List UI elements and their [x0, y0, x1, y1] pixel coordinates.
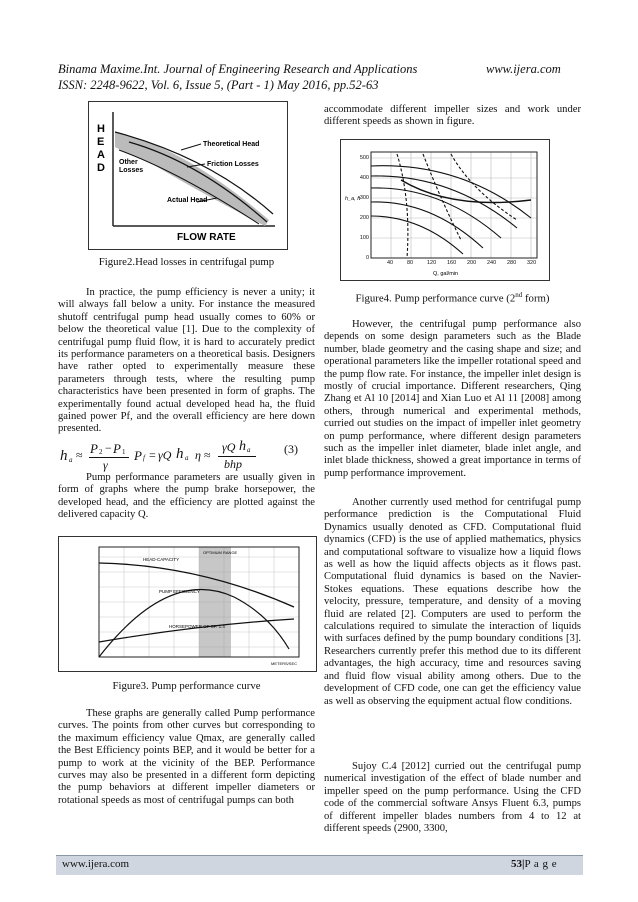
label-friction-losses: Friction Losses — [207, 161, 259, 168]
fig4-xtick: 40 — [387, 260, 394, 266]
eq-sub-f: f — [143, 454, 145, 462]
eq-p2: P — [90, 441, 98, 456]
figure-3-graphic — [59, 537, 316, 671]
fig4-ytick: 500 — [359, 155, 369, 161]
fig4-xtick: 200 — [467, 260, 477, 266]
axis-letter-d: D — [97, 162, 105, 174]
equation-3 — [58, 439, 315, 472]
eq-bhp: bhp — [224, 457, 242, 471]
fig4-xlabel: Q, gal/min — [433, 271, 459, 277]
eq-gamma-q-2: γQ — [222, 440, 236, 454]
figure-4-caption: Figure4. Pump performance curve (2nd form) — [355, 291, 550, 305]
label-actual-head: Actual Head — [167, 197, 208, 204]
eq-sub-a2: a — [185, 454, 189, 462]
eq-sub-a3: a — [247, 446, 251, 454]
eq-equals: = — [149, 448, 156, 462]
fig4-xtick: 280 — [507, 260, 517, 266]
right-paragraph-1: However, the centrifugal pump performance also depends on some design parameters such as the Blade number, blade geometry and the casing shape and size; and operational parameters like the impeller rotational speed and the pump flow rate. For instance, the impeller inlet design is mostly of crucial importance. Different researchers, Qing Zhang et Al 10 [2014] and Xian Luo et Al 11 [2008] among others, through numerical and experimental methods, curried out studies on the impact of impeller inlet geometry on pump performance, where different design parameters such as the impeller inlet diameter, blade inlet angle, and inlet blade thickness, showed a great importance in terms of pump performance improvement. — [324, 319, 581, 479]
figure-4-pump-performance-2nd-form — [340, 139, 550, 281]
fig4-ytick: 0 — [365, 255, 369, 261]
eq-approx-2: ≈ — [204, 448, 211, 462]
label-head-capacity: HEAD-CAPACITY — [143, 557, 180, 562]
eq-h: h — [60, 448, 68, 464]
label-pump-efficiency: PUMP EFFICIENCY — [159, 589, 200, 594]
eq-h3: h — [239, 439, 246, 454]
figure-2-head-losses — [88, 101, 288, 250]
eq-minus: − — [105, 441, 112, 455]
fig4-xtick: 120 — [427, 260, 437, 266]
eq-gamma-q: γQ — [158, 448, 172, 462]
figure-2-caption: Figure2.Head losses in centrifugal pump — [98, 256, 275, 268]
figure-3-pump-performance — [58, 536, 317, 672]
axis-flow-rate: FLOW RATE — [177, 232, 236, 243]
footer-website[interactable]: www.ijera.com — [62, 858, 130, 870]
left-paragraph-2: Pump performance parameters are usually given in form of graphs where the pump brake horsepower, the developed head, and the efficiency are plotted against the delivered capacity Q. — [58, 472, 315, 521]
eq-eta: η — [195, 448, 201, 462]
label-horsepower: HORSEPOWER OF SP. 1.4 — [169, 624, 225, 629]
axis-letter-h: H — [97, 123, 105, 135]
journal-website: www.ijera.com — [486, 62, 561, 76]
left-paragraph-1: In practice, the pump efficiency is never a unity; it will always fall below a unity. For instance the measured shutoff centrifugal pump head usually comes to 60% or below the theoretical value [1]. Due to the complexity of centrifugal pump fluid flow, it is hard to accurately predict its performance parameters on a theoretical basis. Designers have rather opted to experimentally measure these parameters through tests, where the resulting pump characteristics have been presented in form of graphs. The experimentally found actual developed head ha, the fluid gained power Pf, and the overall efficiency are here down presented. — [58, 287, 315, 435]
left-paragraph-3: These graphs are generally called Pump performance curves. The points from other curves but corresponding to the maximum efficiency value Qmax, are generally called the Best Efficiency points BEP, and it would be better for a pump to work at the vicinity of the BEP. Performance curves may also be presented in a different form depicting the pump behaviors at different impeller diameters or rotational speeds as most of centrifugal pumps can both — [58, 708, 315, 806]
axis-letter-e: E — [97, 136, 105, 148]
eq-fraction-bar-1 — [89, 457, 129, 458]
fig4-xtick: 320 — [527, 260, 537, 266]
label-theoretical-head: Theoretical Head — [203, 141, 260, 148]
fig4-ytick: 100 — [359, 235, 369, 241]
fig4-ytick: 200 — [359, 215, 369, 221]
eq-gamma: γ — [103, 458, 108, 472]
journal-citation: Binama Maxime.Int. Journal of Engineering Research and Applications — [58, 62, 418, 76]
figure-3-caption: Figure3. Pump performance curve — [112, 680, 261, 692]
journal-issn: ISSN: 2248-9622, Vol. 6, Issue 5, (Part - 1) May 2016, pp.52-63 — [58, 78, 379, 92]
axis-letter-a: A — [97, 149, 105, 161]
label-losses: Losses — [119, 167, 144, 174]
label-other: Other — [119, 159, 138, 166]
label-optimum-range: OPTIMUM RANGE — [203, 550, 238, 555]
fig4-xtick: 160 — [447, 260, 457, 266]
eq-number: (3) — [284, 442, 298, 456]
fig4-ylabel: h_a, ft — [345, 196, 361, 202]
eq-approx: ≈ — [76, 448, 83, 462]
eq-sub-a: a — [69, 456, 73, 464]
fig4-xtick: 80 — [407, 260, 414, 266]
right-paragraph-3: Sujoy C.4 [2012] curried out the centrifugal pump numerical investigation of the effect of blade number and impeller speed on the pump performance. Using the CFD code of the commercial software Ansys Fluent 6.3, pumps of different impeller blades numbers from 4 to 12 at different speeds (2900, 3300, — [324, 761, 581, 835]
figure-4-ticks — [341, 140, 549, 280]
footer-page-number: 53|P a g e — [511, 858, 558, 870]
fig4-ytick: 400 — [359, 175, 369, 181]
eq-sub-2: 2 — [99, 448, 103, 456]
eq-sub-1: 1 — [122, 448, 126, 456]
figure-2-graphic — [89, 102, 287, 249]
right-paragraph-2: Another currently used method for centrifugal pump performance prediction is the Computational Fluid Dynamics usually denoted as CFD. Computational fluid dynamics (CFD) is the use of applied mathematics, physics and computational software to visualize how a liquid flows as well as how the liquid affects objects as it flows past. Computational fluid dynamics is based on the Navier-Stokes equations. These equations describe how the velocity, pressure, temperature, and density of a moving fluid are related [2]. Computers are used to perform the calculations required to simulate the interaction of liquids with surfaces defined by the pump boundary conditions [3]. Researchers currently prefer this method due to its different advantages, the high accuracy, time and resources saving and fluid flow visual ability among others. Due to the development of CFD code, one can get the efficiency value as well as observing the equipment actual flow conditions. — [324, 497, 581, 707]
eq-p1: P — [113, 441, 121, 456]
right-paragraph-0: accommodate different impeller sizes and work under different speeds as shown in figure. — [324, 104, 581, 128]
fig4-ytick: 300 — [359, 195, 369, 201]
eq-h2: h — [176, 446, 184, 462]
fig4-xtick: 240 — [487, 260, 497, 266]
page-footer — [56, 855, 583, 875]
eq-pf: P — [134, 448, 142, 463]
label-meters-sec: METERS/SEC — [271, 661, 298, 666]
